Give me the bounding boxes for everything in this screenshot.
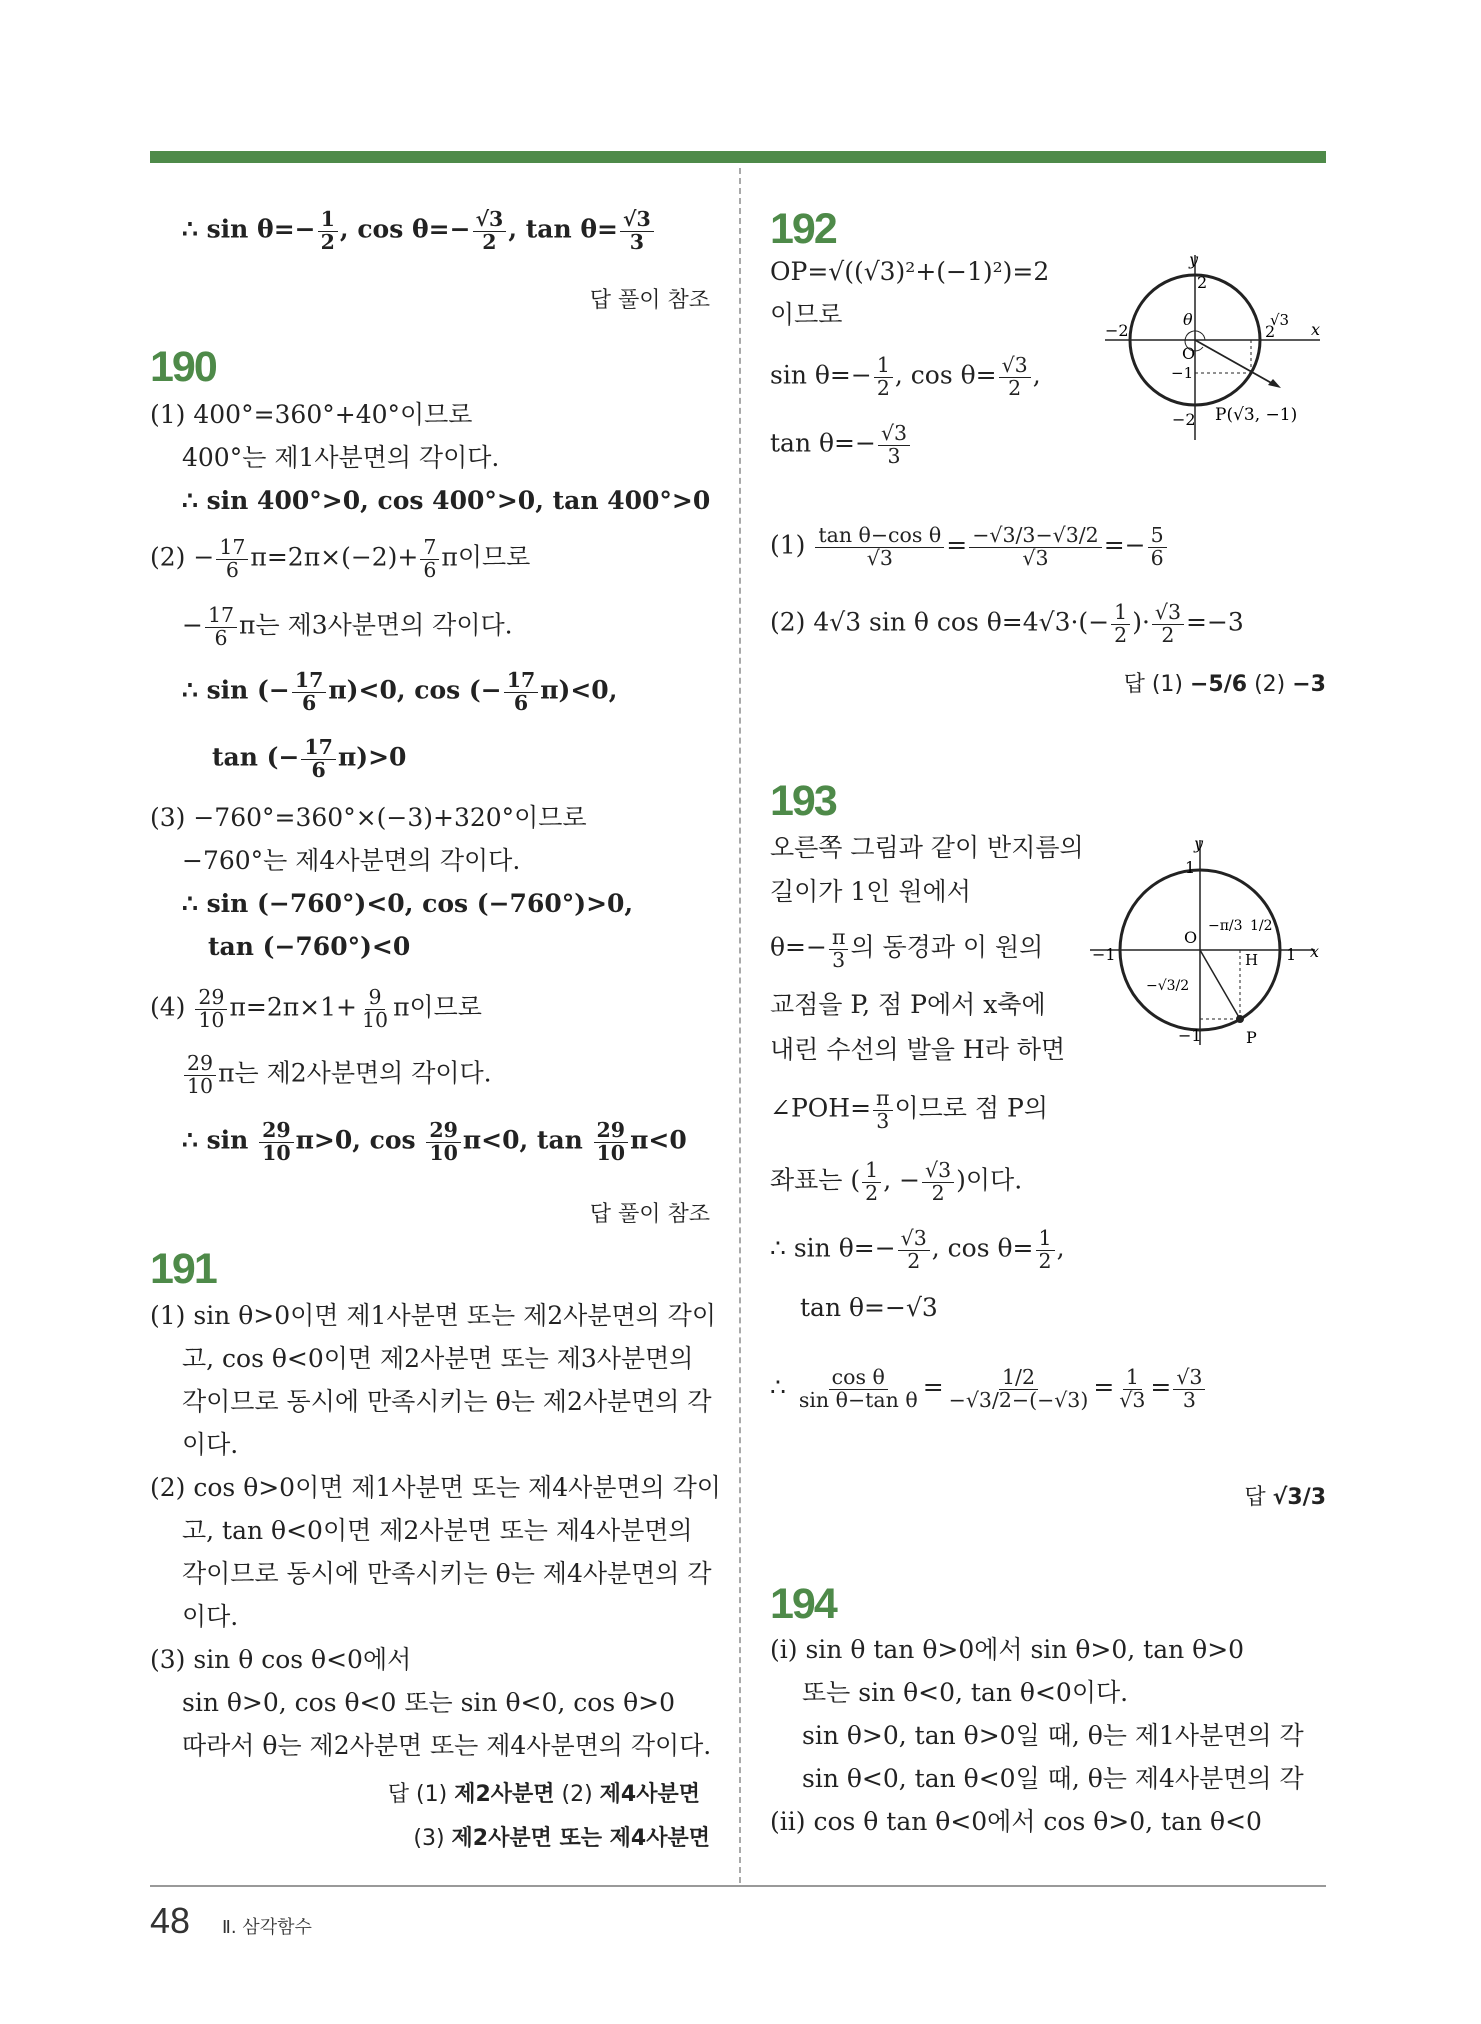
p192-line: OP=√((√3)²+(−1)²)=2 <box>770 257 1050 286</box>
p190-line: 400°는 제1사분면의 각이다. <box>182 443 500 472</box>
answer-192: 답 (1) −5/6 (2) −3 <box>1123 672 1326 697</box>
answer-191-part2: (3) 제2사분면 또는 제4사분면 <box>413 1826 710 1851</box>
p191-line: 따라서 θ는 제2사분면 또는 제4사분면의 각이다. <box>182 1731 712 1760</box>
p194-line: sin θ<0, tan θ<0일 때, θ는 제4사분면의 각 <box>802 1764 1304 1793</box>
p193-line: 교점을 P, 점 P에서 x축에 <box>770 990 1046 1019</box>
problem-number-192: 192 <box>770 205 836 253</box>
label: √3 <box>1270 311 1290 329</box>
radius-line <box>1200 950 1240 1019</box>
answer-190: 답 풀이 참조 <box>589 1202 710 1227</box>
label: y <box>1189 255 1199 269</box>
p193-line: 길이가 1인 원에서 <box>770 877 971 906</box>
label: P(√3, −1) <box>1215 405 1298 425</box>
point-p <box>1236 1015 1244 1023</box>
problem-number-194: 194 <box>770 1580 836 1628</box>
p190-line: −760°는 제4사분면의 각이다. <box>182 846 521 875</box>
radius-line <box>1195 340 1275 385</box>
p193-line: θ=− $\frac{\pi}{3}$ 의 동경과 이 원의 <box>770 925 1044 972</box>
p190-line: tan (−760°)<0 <box>208 932 411 961</box>
p190-line: (3) −760°=360°×(−3)+320°이므로 <box>150 803 587 832</box>
problem-number-193: 193 <box>770 777 836 825</box>
label: −√3/2 <box>1146 978 1190 994</box>
p191-line: sin θ>0, cos θ<0 또는 sin θ<0, cos θ>0 <box>182 1688 676 1717</box>
unit-circle-diagram-192 <box>1105 255 1330 445</box>
p192-line: tan θ=− $\frac{√3}{3}$ <box>770 423 912 467</box>
page-number: 48 <box>150 1900 191 1941</box>
p191-line: 이다. <box>182 1602 239 1631</box>
p190-line: $\frac{29}{10}$ π는 제2사분면의 각이다. <box>182 1053 492 1097</box>
label: −1 <box>1178 1026 1202 1045</box>
label: 2 <box>1265 322 1276 341</box>
p193-line: 좌표는 ( $\frac{1}{2}$ , − $\frac{√3}{2}$ )이다. <box>770 1158 1023 1205</box>
label: −2 <box>1172 410 1196 429</box>
problem-number-191: 191 <box>150 1245 216 1293</box>
p191-line: 이다. <box>182 1430 239 1459</box>
p190-line: ∴ sin 400°>0, cos 400°>0, tan 400°>0 <box>182 486 711 515</box>
answer-191-part1: 답 (1) 제2사분면 (2) 제4사분면 <box>387 1782 700 1807</box>
p194-line: sin θ>0, tan θ>0일 때, θ는 제1사분면의 각 <box>802 1721 1304 1750</box>
label: O <box>1184 928 1198 947</box>
p190-line: ∴ sin $\frac{29}{10}$ π>0, cos $\frac{29}{10}$ π<0, tan $\frac{29}{10}$ π<0 <box>182 1118 687 1165</box>
p193-line: ∴ sin θ=− $\frac{√3}{2}$ , cos θ= $\frac{1}{2}$ , <box>770 1226 1065 1273</box>
label: 2 <box>1197 273 1208 292</box>
p191-line: 고, cos θ<0이면 제2사분면 또는 제3사분면의 <box>182 1344 694 1373</box>
top-green-bar <box>150 151 1326 163</box>
p194-line: (ii) cos θ tan θ<0에서 cos θ>0, tan θ<0 <box>770 1807 1262 1836</box>
label: H <box>1245 951 1259 969</box>
p192-line: (2) 4√3 sin θ cos θ=4√3·(− $\frac{1}{2}$ )· $\frac{√3}{2}$ =−3 <box>770 600 1244 647</box>
answer-193: 답 √3/3 <box>1244 1485 1326 1510</box>
p193-line: ∴ $\frac{\text{cos θ}}{\text{sin θ−tan θ}}$ = $\frac{1/2}{-√3/2-(-√3)}$ = $\frac{1}{√3}$ = $\frac{√3}{3}$ <box>770 1367 1207 1411</box>
p193-line: 내린 수선의 발을 H라 하면 <box>770 1035 1066 1064</box>
p193-line: ∠POH= $\frac{\pi}{3}$ 이므로 점 P의 <box>770 1086 1048 1133</box>
p191-line: 각이므로 동시에 만족시키는 θ는 제4사분면의 각 <box>182 1559 712 1588</box>
p190-line: tan (− $\frac{17}{6}$ π)>0 <box>212 735 407 782</box>
p193-line: tan θ=−√3 <box>800 1293 938 1322</box>
label: x <box>1311 320 1321 339</box>
section-title: Ⅱ. 삼각함수 <box>222 1917 312 1938</box>
label: 1/2 <box>1250 918 1273 934</box>
p191-line: (2) cos θ>0이면 제1사분면 또는 제4사분면의 각이 <box>150 1473 721 1502</box>
problem-189-conclusion: ∴ sin θ=− $\frac{1}{2}$ , cos θ=− $\frac{√3}{2}$ , tan θ= $\frac{√3}{3}$ <box>182 209 656 253</box>
label: P <box>1246 1028 1257 1047</box>
p191-line: (3) sin θ cos θ<0에서 <box>150 1645 412 1674</box>
label: −2 <box>1105 321 1129 340</box>
problem-number-190: 190 <box>150 343 216 391</box>
p190-line: − $\frac{17}{6}$ π는 제3사분면의 각이다. <box>182 603 513 650</box>
label: y <box>1194 835 1204 853</box>
unit-circle-diagram-193 <box>1090 835 1326 1050</box>
p190-line: (1) 400°=360°+40°이므로 <box>150 400 473 429</box>
p192-line: 이므로 <box>770 300 843 329</box>
p190-line: (2) − $\frac{17}{6}$ π=2π×(−2)+ $\frac{7}{6}$ π이므로 <box>150 535 531 582</box>
footer-rule <box>150 1885 1326 1887</box>
label: 1 <box>1185 858 1196 877</box>
label: −π/3 <box>1208 918 1243 934</box>
label: θ <box>1183 310 1193 329</box>
label: x <box>1310 942 1320 961</box>
p193-line: 오른쪽 그림과 같이 반지름의 <box>770 833 1084 862</box>
p192-line: sin θ=− $\frac{1}{2}$ , cos θ= $\frac{√3}{2}$ , <box>770 353 1041 400</box>
column-divider <box>739 168 741 1883</box>
p194-line: 또는 sin θ<0, tan θ<0이다. <box>802 1678 1129 1707</box>
p191-line: 고, tan θ<0이면 제2사분면 또는 제4사분면의 <box>182 1516 693 1545</box>
label: −1 <box>1092 945 1116 964</box>
label: O <box>1182 344 1196 363</box>
arrow-head <box>1268 379 1281 388</box>
p191-line: (1) sin θ>0이면 제1사분면 또는 제2사분면의 각이 <box>150 1301 716 1330</box>
p192-line: (1) $\frac{\text{tan θ−cos θ}}{√3}$ = $\frac{-√3/3-√3/2}{√3}$ =− $\frac{5}{6}$ <box>770 525 1169 569</box>
p194-line: (i) sin θ tan θ>0에서 sin θ>0, tan θ>0 <box>770 1635 1245 1664</box>
p190-line: ∴ sin (− $\frac{17}{6}$ π)<0, cos (− $\frac{17}{6}$ π)<0, <box>182 668 618 715</box>
answer-189: 답 풀이 참조 <box>589 288 710 313</box>
label: 1 <box>1286 945 1297 964</box>
label: −1 <box>1171 364 1194 382</box>
p190-line: (4) $\frac{29}{10}$ π=2π×1+ $\frac{9}{10}$ π이므로 <box>150 985 482 1032</box>
p190-line: ∴ sin (−760°)<0, cos (−760°)>0, <box>182 889 634 918</box>
p191-line: 각이므로 동시에 만족시키는 θ는 제2사분면의 각 <box>182 1387 712 1416</box>
